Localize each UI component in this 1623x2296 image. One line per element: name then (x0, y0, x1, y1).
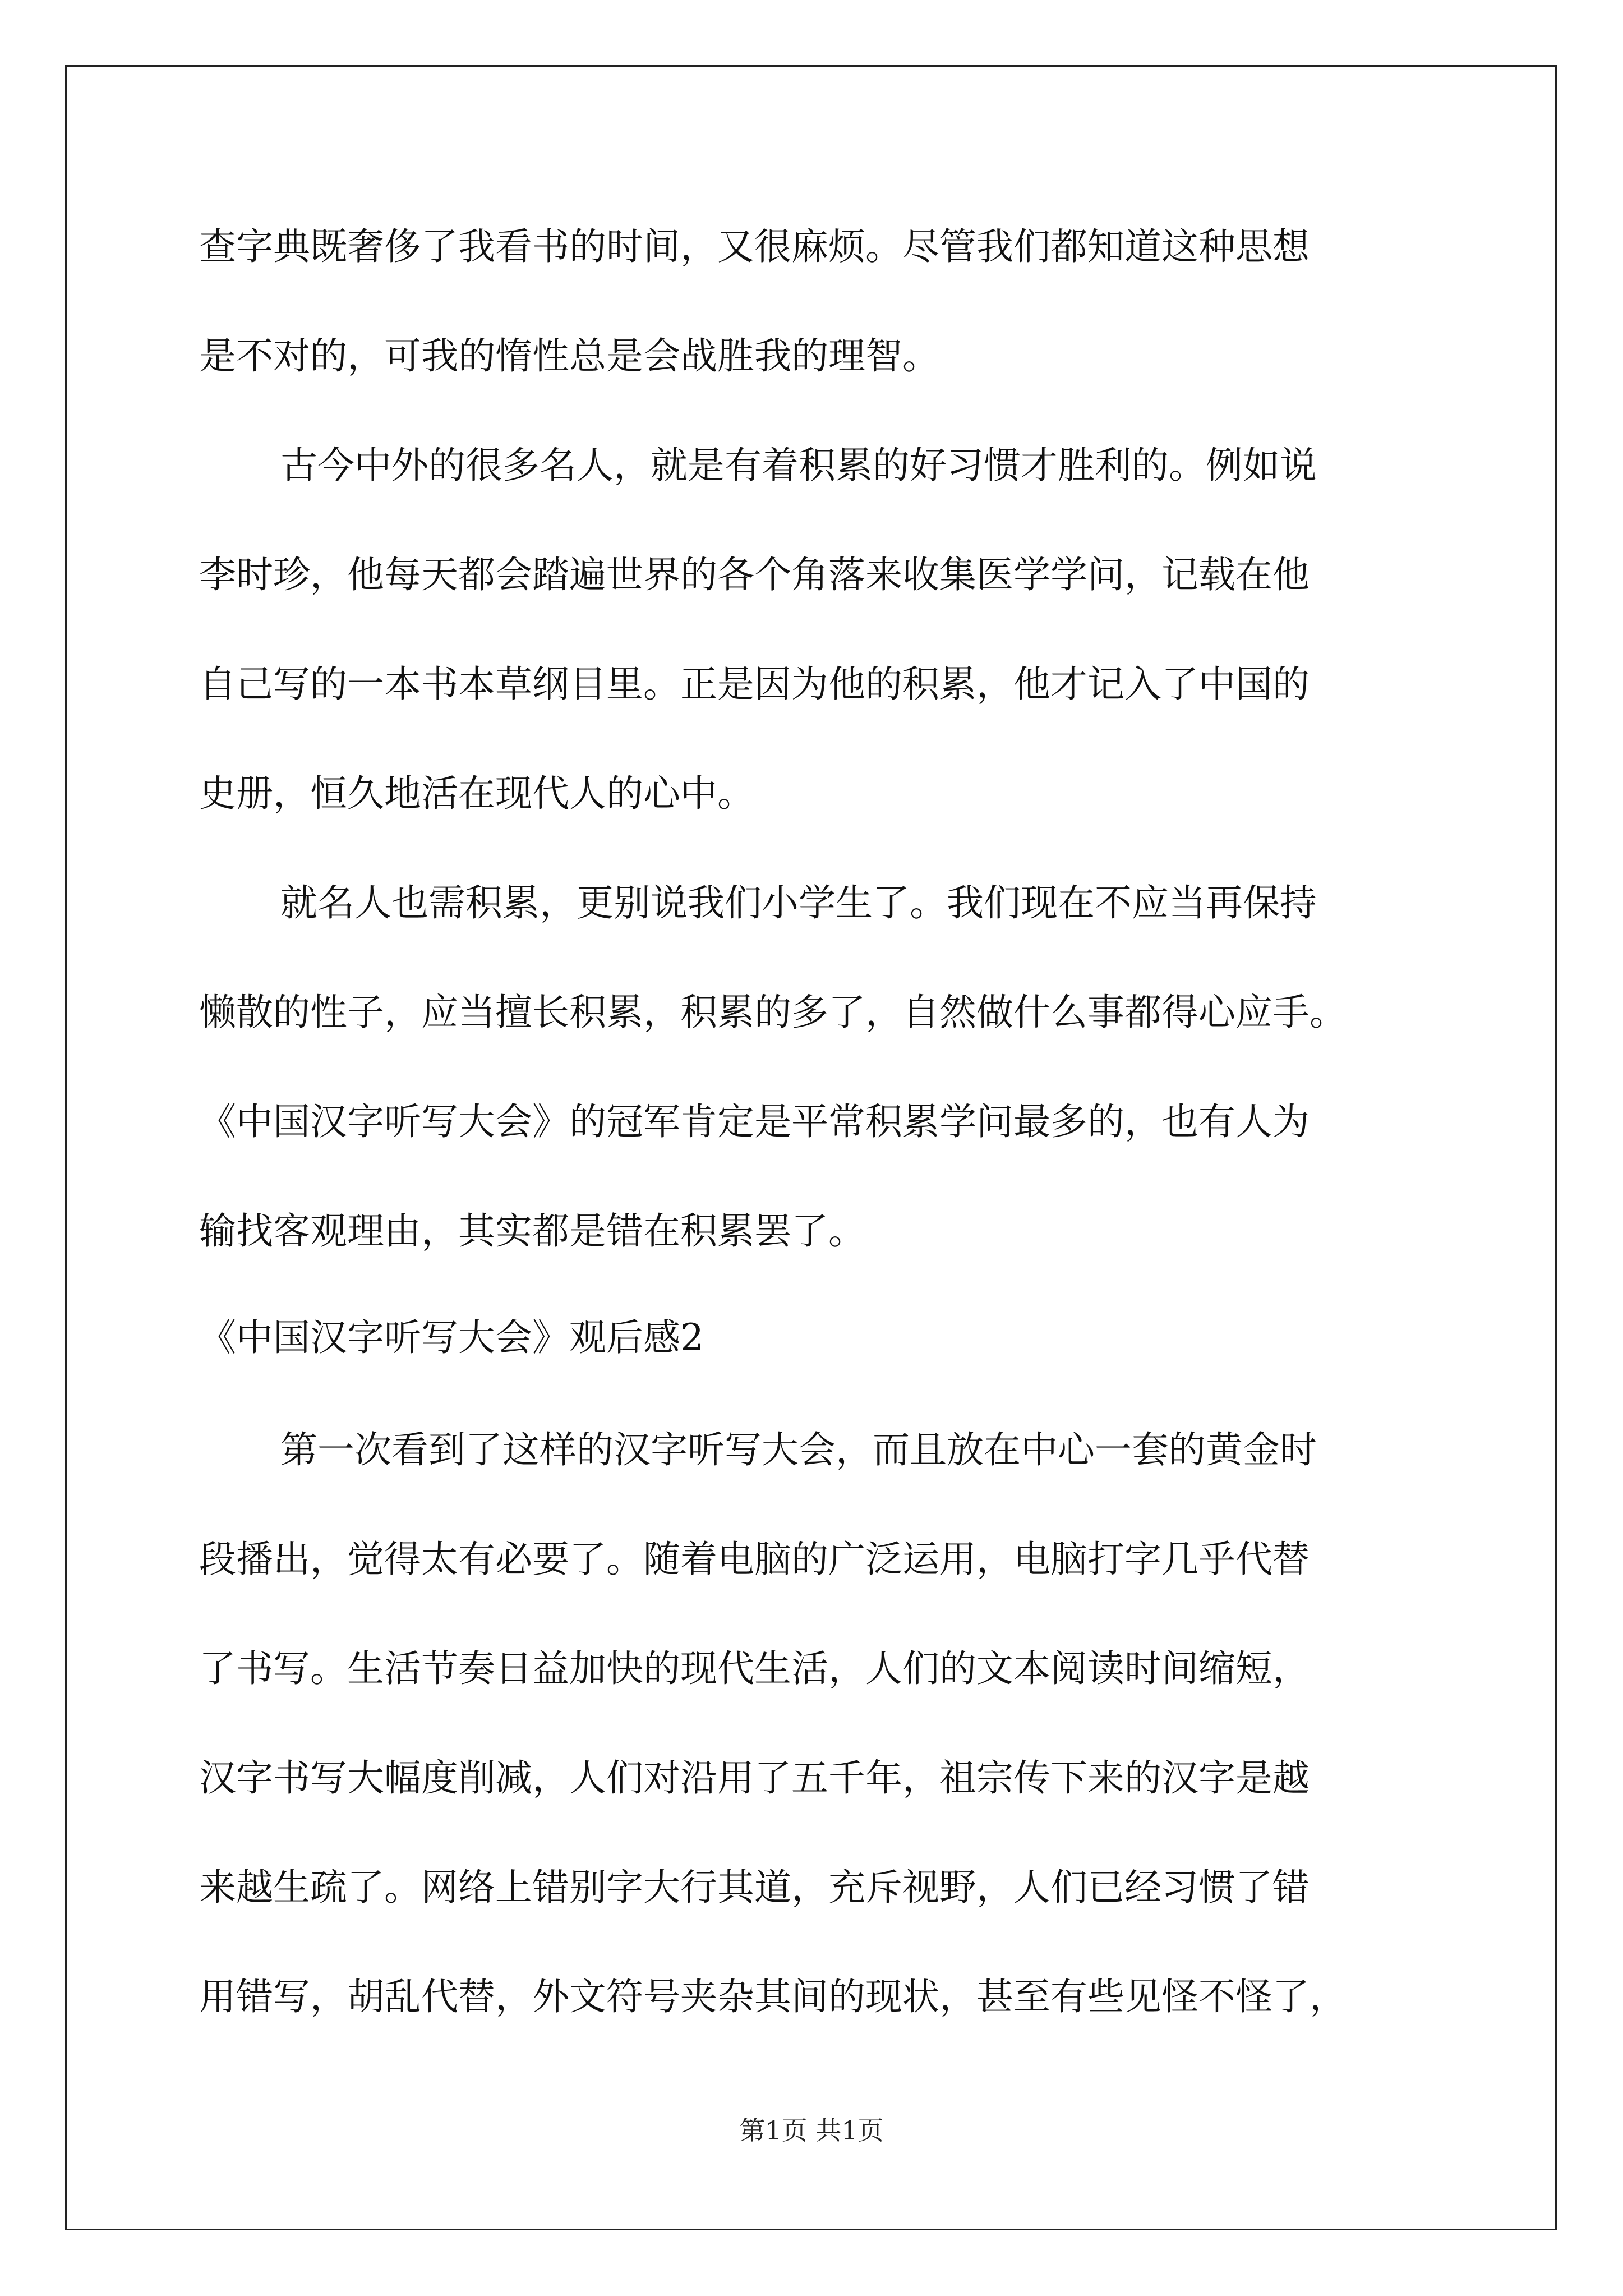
text-line-15: 汉字书写大幅度削减，人们对沿用了五千年，祖宗传下来的汉字是越 (199, 1756, 1310, 1800)
text-line-13: 段播出，觉得太有必要了。随着电脑的广泛运用，电脑打字几乎代替 (199, 1538, 1310, 1581)
text-line-2: 是不对的，可我的惰性总是会战胜我的理智。 (199, 334, 939, 378)
text-line-9: 《中国汉字听写大会》的冠军肯定是平常积累学问最多的，也有人为 (199, 1100, 1310, 1143)
text-line-5: 自己写的一本书本草纲目里。正是因为他的积累，他才记入了中国的 (199, 662, 1310, 706)
section-heading: 《中国汉字听写大会》观后感2 (199, 1316, 704, 1359)
page-footer: 第1页 共1页 (739, 2115, 884, 2146)
text-line-1: 查字典既奢侈了我看书的时间，又很麻烦。尽管我们都知道这种思想 (199, 225, 1310, 268)
text-line-6: 史册，恒久地活在现代人的心中。 (199, 772, 754, 815)
text-line-8: 懒散的性子，应当擅长积累，积累的多了，自然做什么事都得心应手。 (199, 991, 1347, 1034)
paragraph-start-line: 就名人也需积累，更别说我们小学生了。我们现在不应当再保持 (280, 881, 1317, 924)
paragraph-start-line: 第一次看到了这样的汉字听写大会，而且放在中心一套的黄金时 (280, 1428, 1317, 1471)
text-line-16: 来越生疏了。网络上错别字大行其道，充斥视野，人们已经习惯了错 (199, 1866, 1310, 1909)
text-line-10: 输找客观理由，其实都是错在积累罢了。 (199, 1209, 865, 1253)
text-line-14: 了书写。生活节奏日益加快的现代生活，人们的文本阅读时间缩短， (199, 1647, 1310, 1690)
text-line-4: 李时珍，他每天都会踏遍世界的各个角落来收集医学学问，记载在他 (199, 553, 1310, 596)
paragraph-start-line: 古今中外的很多名人，就是有着积累的好习惯才胜利的。例如说 (280, 444, 1317, 487)
text-line-17: 用错写，胡乱代替，外文符号夹杂其间的现状，甚至有些见怪不怪了， (199, 1975, 1347, 2018)
